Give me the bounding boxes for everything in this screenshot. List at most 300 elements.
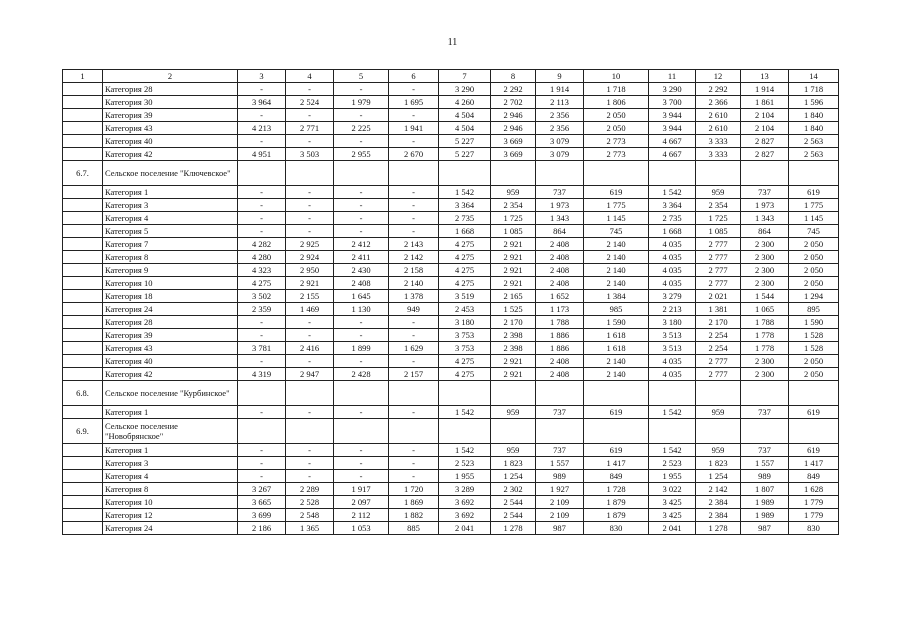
- row-name-cell: Категория 8: [103, 483, 238, 496]
- value-cell: [439, 419, 491, 444]
- value-cell: 1 173: [536, 303, 584, 316]
- value-cell: -: [334, 355, 389, 368]
- value-cell: 1 823: [696, 457, 741, 470]
- table-row: [63, 251, 839, 264]
- value-cell: 2 186: [238, 522, 286, 535]
- value-cell: [584, 381, 649, 406]
- table-row: [63, 122, 839, 135]
- row-number-cell: [63, 522, 103, 535]
- value-cell: 1 788: [741, 316, 789, 329]
- table-row: [63, 509, 839, 522]
- value-cell: 1 728: [584, 483, 649, 496]
- row-number-cell: [63, 509, 103, 522]
- value-cell: 2 140: [584, 264, 649, 277]
- value-cell: 2 300: [741, 355, 789, 368]
- row-number-cell: [63, 212, 103, 225]
- value-cell: 2 523: [439, 457, 491, 470]
- header-cell: 11: [649, 70, 696, 83]
- value-cell: -: [286, 406, 334, 419]
- header-cell: 5: [334, 70, 389, 83]
- value-cell: 2 563: [789, 135, 839, 148]
- value-cell: 2 702: [491, 96, 536, 109]
- value-cell: -: [286, 212, 334, 225]
- value-cell: 2 921: [286, 277, 334, 290]
- value-cell: 3 699: [238, 509, 286, 522]
- value-cell: [334, 419, 389, 444]
- value-cell: 2 827: [741, 135, 789, 148]
- value-cell: 959: [491, 406, 536, 419]
- row-name-cell: Сельское поселение "Ключевское": [103, 161, 238, 186]
- value-cell: 1 618: [584, 342, 649, 355]
- row-name-cell: Категория 39: [103, 109, 238, 122]
- value-cell: 2 140: [584, 251, 649, 264]
- value-cell: -: [334, 444, 389, 457]
- row-name-cell: Категория 1: [103, 444, 238, 457]
- value-cell: 4 035: [649, 355, 696, 368]
- value-cell: 2 050: [789, 264, 839, 277]
- value-cell: -: [238, 199, 286, 212]
- value-cell: 2 300: [741, 277, 789, 290]
- value-cell: -: [238, 329, 286, 342]
- value-cell: 2 165: [491, 290, 536, 303]
- value-cell: -: [238, 225, 286, 238]
- value-cell: 2 289: [286, 483, 334, 496]
- value-cell: 2 777: [696, 238, 741, 251]
- value-cell: 2 925: [286, 238, 334, 251]
- table-row: [63, 225, 839, 238]
- row-name-cell: Категория 24: [103, 522, 238, 535]
- value-cell: 1 590: [789, 316, 839, 329]
- value-cell: 2 155: [286, 290, 334, 303]
- value-cell: 619: [789, 444, 839, 457]
- value-cell: 4 035: [649, 264, 696, 277]
- value-cell: 2 356: [536, 109, 584, 122]
- value-cell: 1 899: [334, 342, 389, 355]
- value-cell: 1 294: [789, 290, 839, 303]
- value-cell: 959: [491, 444, 536, 457]
- value-cell: [741, 419, 789, 444]
- value-cell: 1 779: [789, 509, 839, 522]
- value-cell: 2 300: [741, 238, 789, 251]
- value-cell: 1 778: [741, 329, 789, 342]
- value-cell: 737: [536, 186, 584, 199]
- value-cell: 2 398: [491, 329, 536, 342]
- value-cell: 1 130: [334, 303, 389, 316]
- value-cell: 2 158: [389, 264, 439, 277]
- value-cell: 1 378: [389, 290, 439, 303]
- tariff-table: [62, 69, 839, 535]
- value-cell: 4 319: [238, 368, 286, 381]
- value-cell: 1 542: [439, 406, 491, 419]
- header-row: [63, 70, 839, 83]
- value-cell: 1 779: [789, 496, 839, 509]
- value-cell: 2 356: [536, 122, 584, 135]
- value-cell: -: [334, 406, 389, 419]
- row-number-cell: [63, 457, 103, 470]
- value-cell: 2 140: [584, 277, 649, 290]
- value-cell: 3 364: [439, 199, 491, 212]
- value-cell: -: [389, 316, 439, 329]
- value-cell: 619: [584, 444, 649, 457]
- value-cell: 4 035: [649, 277, 696, 290]
- value-cell: 1 469: [286, 303, 334, 316]
- value-cell: [741, 381, 789, 406]
- value-cell: -: [238, 457, 286, 470]
- value-cell: 1 629: [389, 342, 439, 355]
- value-cell: 4 275: [439, 251, 491, 264]
- value-cell: 2 354: [696, 199, 741, 212]
- value-cell: 1 861: [741, 96, 789, 109]
- row-number-cell: [63, 109, 103, 122]
- value-cell: 1 085: [491, 225, 536, 238]
- value-cell: 745: [789, 225, 839, 238]
- value-cell: 1 807: [741, 483, 789, 496]
- value-cell: -: [389, 355, 439, 368]
- value-cell: 4 667: [649, 148, 696, 161]
- value-cell: 5 227: [439, 135, 491, 148]
- value-cell: 2 523: [649, 457, 696, 470]
- value-cell: 737: [536, 444, 584, 457]
- row-number-cell: [63, 148, 103, 161]
- value-cell: 4 504: [439, 122, 491, 135]
- value-cell: 989: [741, 470, 789, 483]
- value-cell: -: [286, 316, 334, 329]
- value-cell: 1 542: [649, 406, 696, 419]
- value-cell: -: [389, 212, 439, 225]
- row-name-cell: Категория 28: [103, 83, 238, 96]
- value-cell: -: [334, 470, 389, 483]
- row-number-cell: [63, 368, 103, 381]
- value-cell: 2 366: [696, 96, 741, 109]
- value-cell: [238, 381, 286, 406]
- value-cell: 1 775: [584, 199, 649, 212]
- row-name-cell: Категория 42: [103, 368, 238, 381]
- value-cell: 2 109: [536, 509, 584, 522]
- value-cell: 987: [741, 522, 789, 535]
- value-cell: [439, 161, 491, 186]
- section-row: [63, 381, 839, 406]
- row-name-cell: Категория 3: [103, 199, 238, 212]
- row-number-cell: 6.9.: [63, 419, 103, 444]
- value-cell: 2 921: [491, 251, 536, 264]
- value-cell: 1 652: [536, 290, 584, 303]
- row-number-cell: 6.7.: [63, 161, 103, 186]
- header-cell: 6: [389, 70, 439, 83]
- value-cell: -: [286, 83, 334, 96]
- value-cell: 2 140: [584, 368, 649, 381]
- value-cell: 1 528: [789, 342, 839, 355]
- value-cell: 2 408: [536, 264, 584, 277]
- value-cell: 2 113: [536, 96, 584, 109]
- value-cell: 3 290: [649, 83, 696, 96]
- value-cell: 3 692: [439, 496, 491, 509]
- value-cell: 3 669: [491, 135, 536, 148]
- value-cell: [439, 381, 491, 406]
- row-number-cell: [63, 290, 103, 303]
- value-cell: 2 050: [584, 109, 649, 122]
- header-cell: 4: [286, 70, 334, 83]
- value-cell: -: [238, 135, 286, 148]
- value-cell: 1 775: [789, 199, 839, 212]
- value-cell: 619: [584, 406, 649, 419]
- value-cell: -: [334, 199, 389, 212]
- value-cell: 2 140: [584, 355, 649, 368]
- value-cell: 1 879: [584, 496, 649, 509]
- value-cell: 2 408: [536, 277, 584, 290]
- value-cell: -: [334, 186, 389, 199]
- value-cell: 3 944: [649, 109, 696, 122]
- table-row: [63, 135, 839, 148]
- value-cell: 3 692: [439, 509, 491, 522]
- row-number-cell: [63, 83, 103, 96]
- value-cell: 3 364: [649, 199, 696, 212]
- value-cell: 1 085: [696, 225, 741, 238]
- value-cell: -: [389, 186, 439, 199]
- value-cell: 3 267: [238, 483, 286, 496]
- value-cell: [741, 161, 789, 186]
- value-cell: 959: [696, 186, 741, 199]
- value-cell: 1 840: [789, 122, 839, 135]
- value-cell: 895: [789, 303, 839, 316]
- table-row: [63, 406, 839, 419]
- value-cell: 2 041: [649, 522, 696, 535]
- value-cell: -: [334, 457, 389, 470]
- table-row: [63, 96, 839, 109]
- value-cell: 2 140: [584, 238, 649, 251]
- value-cell: 2 050: [584, 122, 649, 135]
- value-cell: 4 504: [439, 109, 491, 122]
- value-cell: -: [286, 444, 334, 457]
- value-cell: 1 718: [789, 83, 839, 96]
- value-cell: 2 292: [696, 83, 741, 96]
- value-cell: 3 753: [439, 342, 491, 355]
- value-cell: 1 384: [584, 290, 649, 303]
- value-cell: 2 097: [334, 496, 389, 509]
- value-cell: [649, 419, 696, 444]
- value-cell: -: [389, 135, 439, 148]
- row-number-cell: [63, 329, 103, 342]
- value-cell: [696, 381, 741, 406]
- value-cell: -: [389, 457, 439, 470]
- value-cell: 2 302: [491, 483, 536, 496]
- value-cell: 2 140: [389, 277, 439, 290]
- value-cell: 2 170: [491, 316, 536, 329]
- value-cell: [584, 161, 649, 186]
- value-cell: 3 665: [238, 496, 286, 509]
- value-cell: [286, 381, 334, 406]
- row-number-cell: [63, 444, 103, 457]
- row-number-cell: [63, 251, 103, 264]
- value-cell: 1 542: [649, 186, 696, 199]
- row-name-cell: Категория 10: [103, 496, 238, 509]
- row-name-cell: Категория 10: [103, 277, 238, 290]
- value-cell: 1 989: [741, 509, 789, 522]
- value-cell: 4 275: [439, 355, 491, 368]
- value-cell: -: [238, 444, 286, 457]
- value-cell: 1 840: [789, 109, 839, 122]
- row-name-cell: Категория 5: [103, 225, 238, 238]
- value-cell: 2 524: [286, 96, 334, 109]
- value-cell: 1 381: [696, 303, 741, 316]
- value-cell: 3 519: [439, 290, 491, 303]
- row-name-cell: Категория 43: [103, 342, 238, 355]
- header-cell: 8: [491, 70, 536, 83]
- table-row: [63, 444, 839, 457]
- value-cell: 4 213: [238, 122, 286, 135]
- value-cell: -: [238, 316, 286, 329]
- row-name-cell: Сельское поселение "Курбинское": [103, 381, 238, 406]
- value-cell: -: [334, 316, 389, 329]
- value-cell: 2 104: [741, 109, 789, 122]
- value-cell: -: [238, 186, 286, 199]
- table-row: [63, 83, 839, 96]
- value-cell: 1 557: [741, 457, 789, 470]
- row-name-cell: Категория 43: [103, 122, 238, 135]
- value-cell: 1 343: [741, 212, 789, 225]
- value-cell: 4 275: [238, 277, 286, 290]
- value-cell: -: [389, 83, 439, 96]
- value-cell: 1 254: [491, 470, 536, 483]
- value-cell: 2 528: [286, 496, 334, 509]
- value-cell: 1 886: [536, 329, 584, 342]
- value-cell: 745: [584, 225, 649, 238]
- value-cell: 1 343: [536, 212, 584, 225]
- table-row: [63, 457, 839, 470]
- value-cell: 830: [789, 522, 839, 535]
- value-cell: 4 275: [439, 368, 491, 381]
- value-cell: 1 417: [584, 457, 649, 470]
- value-cell: 2 142: [696, 483, 741, 496]
- table-row: [63, 522, 839, 535]
- value-cell: 864: [741, 225, 789, 238]
- value-cell: -: [238, 109, 286, 122]
- value-cell: 2 050: [789, 368, 839, 381]
- header-cell: 9: [536, 70, 584, 83]
- row-name-cell: Категория 40: [103, 355, 238, 368]
- value-cell: 3 700: [649, 96, 696, 109]
- value-cell: 959: [491, 186, 536, 199]
- value-cell: 864: [536, 225, 584, 238]
- value-cell: 3 425: [649, 496, 696, 509]
- row-number-cell: [63, 483, 103, 496]
- value-cell: [649, 381, 696, 406]
- header-cell: 12: [696, 70, 741, 83]
- value-cell: 2 777: [696, 251, 741, 264]
- value-cell: 2 921: [491, 355, 536, 368]
- value-cell: 2 225: [334, 122, 389, 135]
- value-cell: 737: [741, 186, 789, 199]
- value-cell: 1 720: [389, 483, 439, 496]
- value-cell: 2 300: [741, 368, 789, 381]
- value-cell: 2 921: [491, 238, 536, 251]
- table-row: [63, 496, 839, 509]
- value-cell: 949: [389, 303, 439, 316]
- value-cell: 2 544: [491, 496, 536, 509]
- value-cell: 4 260: [439, 96, 491, 109]
- value-cell: -: [334, 212, 389, 225]
- value-cell: 1 065: [741, 303, 789, 316]
- table-row: [63, 329, 839, 342]
- value-cell: 2 112: [334, 509, 389, 522]
- value-cell: 2 292: [491, 83, 536, 96]
- table-row: [63, 368, 839, 381]
- value-cell: 3 513: [649, 342, 696, 355]
- value-cell: [696, 419, 741, 444]
- value-cell: [536, 381, 584, 406]
- value-cell: -: [238, 83, 286, 96]
- value-cell: 4 951: [238, 148, 286, 161]
- row-name-cell: Категория 42: [103, 148, 238, 161]
- table-row: [63, 109, 839, 122]
- value-cell: 2 157: [389, 368, 439, 381]
- value-cell: 1 365: [286, 522, 334, 535]
- value-cell: -: [389, 225, 439, 238]
- value-cell: 4 035: [649, 368, 696, 381]
- value-cell: 885: [389, 522, 439, 535]
- value-cell: 2 946: [491, 122, 536, 135]
- row-name-cell: Категория 40: [103, 135, 238, 148]
- value-cell: 619: [789, 186, 839, 199]
- value-cell: 830: [584, 522, 649, 535]
- table-row: [63, 186, 839, 199]
- value-cell: 1 725: [491, 212, 536, 225]
- value-cell: 1 645: [334, 290, 389, 303]
- value-cell: [334, 381, 389, 406]
- value-cell: 2 170: [696, 316, 741, 329]
- row-name-cell: Категория 24: [103, 303, 238, 316]
- value-cell: 959: [696, 444, 741, 457]
- value-cell: 2 384: [696, 509, 741, 522]
- header-cell: 1: [63, 70, 103, 83]
- value-cell: 1 542: [649, 444, 696, 457]
- row-name-cell: Категория 4: [103, 470, 238, 483]
- value-cell: -: [334, 329, 389, 342]
- value-cell: [286, 161, 334, 186]
- value-cell: -: [238, 212, 286, 225]
- value-cell: 3 079: [536, 135, 584, 148]
- value-cell: 849: [584, 470, 649, 483]
- value-cell: 1 542: [439, 186, 491, 199]
- row-number-cell: [63, 277, 103, 290]
- value-cell: 1 668: [439, 225, 491, 238]
- value-cell: [491, 419, 536, 444]
- row-number-cell: [63, 342, 103, 355]
- value-cell: 2 610: [696, 122, 741, 135]
- value-cell: 1 278: [491, 522, 536, 535]
- value-cell: [536, 161, 584, 186]
- table-row: [63, 355, 839, 368]
- value-cell: 1 879: [584, 509, 649, 522]
- value-cell: 3 425: [649, 509, 696, 522]
- value-cell: -: [286, 199, 334, 212]
- value-cell: 1 053: [334, 522, 389, 535]
- value-cell: 1 955: [649, 470, 696, 483]
- row-name-cell: Категория 8: [103, 251, 238, 264]
- value-cell: 3 022: [649, 483, 696, 496]
- row-name-cell: Категория 18: [103, 290, 238, 303]
- table-body: [63, 70, 839, 535]
- header-cell: 14: [789, 70, 839, 83]
- value-cell: 2 408: [536, 251, 584, 264]
- value-cell: [334, 161, 389, 186]
- value-cell: 1 278: [696, 522, 741, 535]
- value-cell: 1 528: [789, 329, 839, 342]
- table-row: [63, 483, 839, 496]
- value-cell: 2 050: [789, 238, 839, 251]
- value-cell: 3 503: [286, 148, 334, 161]
- value-cell: 619: [584, 186, 649, 199]
- row-number-cell: [63, 470, 103, 483]
